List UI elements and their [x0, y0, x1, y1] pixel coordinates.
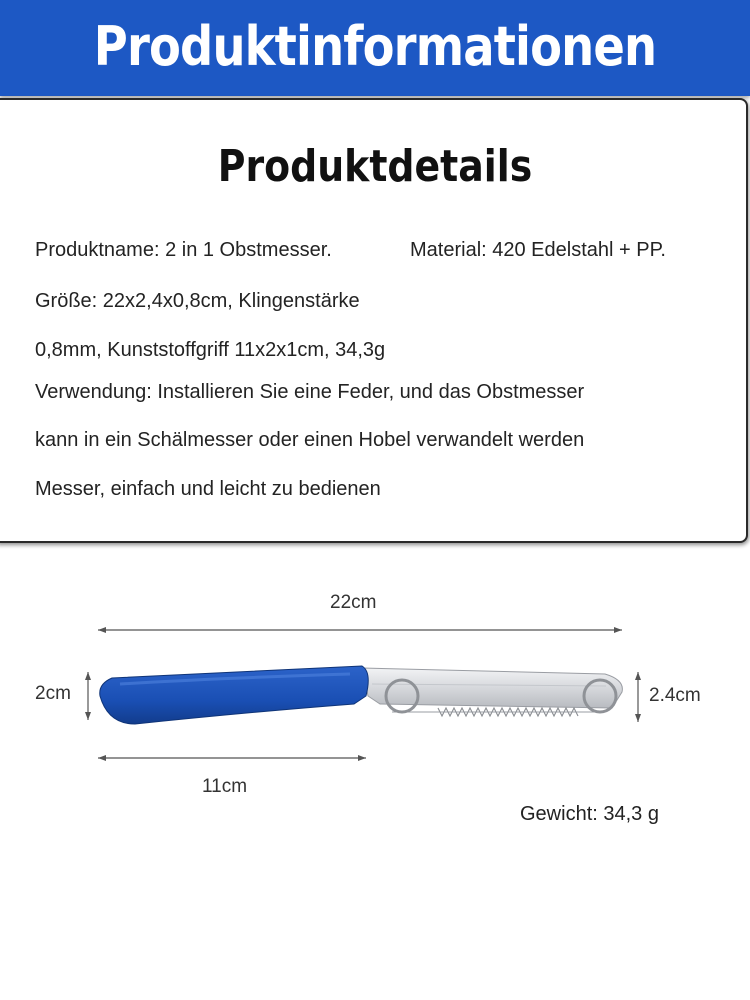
blade-height-label: 2.4cm — [649, 685, 701, 706]
page-title: Produktinformationen — [93, 15, 657, 78]
total-length-label: 22cm — [330, 592, 377, 613]
knife-blade — [362, 668, 622, 708]
size-text-line-2: 0,8mm, Kunststoffgriff 11x2x1cm, 34,3g — [35, 339, 386, 361]
handle-length-arrow — [98, 755, 366, 761]
knife-dimension-diagram — [0, 600, 750, 790]
usage-text-line-3: Messer, einfach und leicht zu bedienen — [35, 478, 381, 500]
usage-text-line-1: Verwendung: Installieren Sie eine Feder, und das Obstmesser — [35, 381, 585, 403]
handle-length-label: 11cm — [202, 776, 248, 797]
details-heading: Produktdetails — [217, 141, 533, 192]
knife-spring — [392, 708, 600, 716]
total-length-arrow — [98, 627, 622, 633]
weight-text: Gewicht: 34,3 g — [520, 803, 659, 825]
material-text: Material: 420 Edelstahl + PP. — [410, 239, 666, 261]
product-name-text: Produktname: 2 in 1 Obstmesser. — [35, 239, 332, 261]
usage-text-line-2: kann in ein Schälmesser oder einen Hobel verwandelt werden — [35, 429, 585, 451]
handle-height-arrow — [85, 672, 91, 720]
handle-height-label: 2cm — [35, 683, 71, 704]
blade-height-arrow — [635, 672, 641, 722]
knife-handle — [100, 666, 369, 724]
size-text-line-1: Größe: 22x2,4x0,8cm, Klingenstärke — [35, 290, 360, 312]
